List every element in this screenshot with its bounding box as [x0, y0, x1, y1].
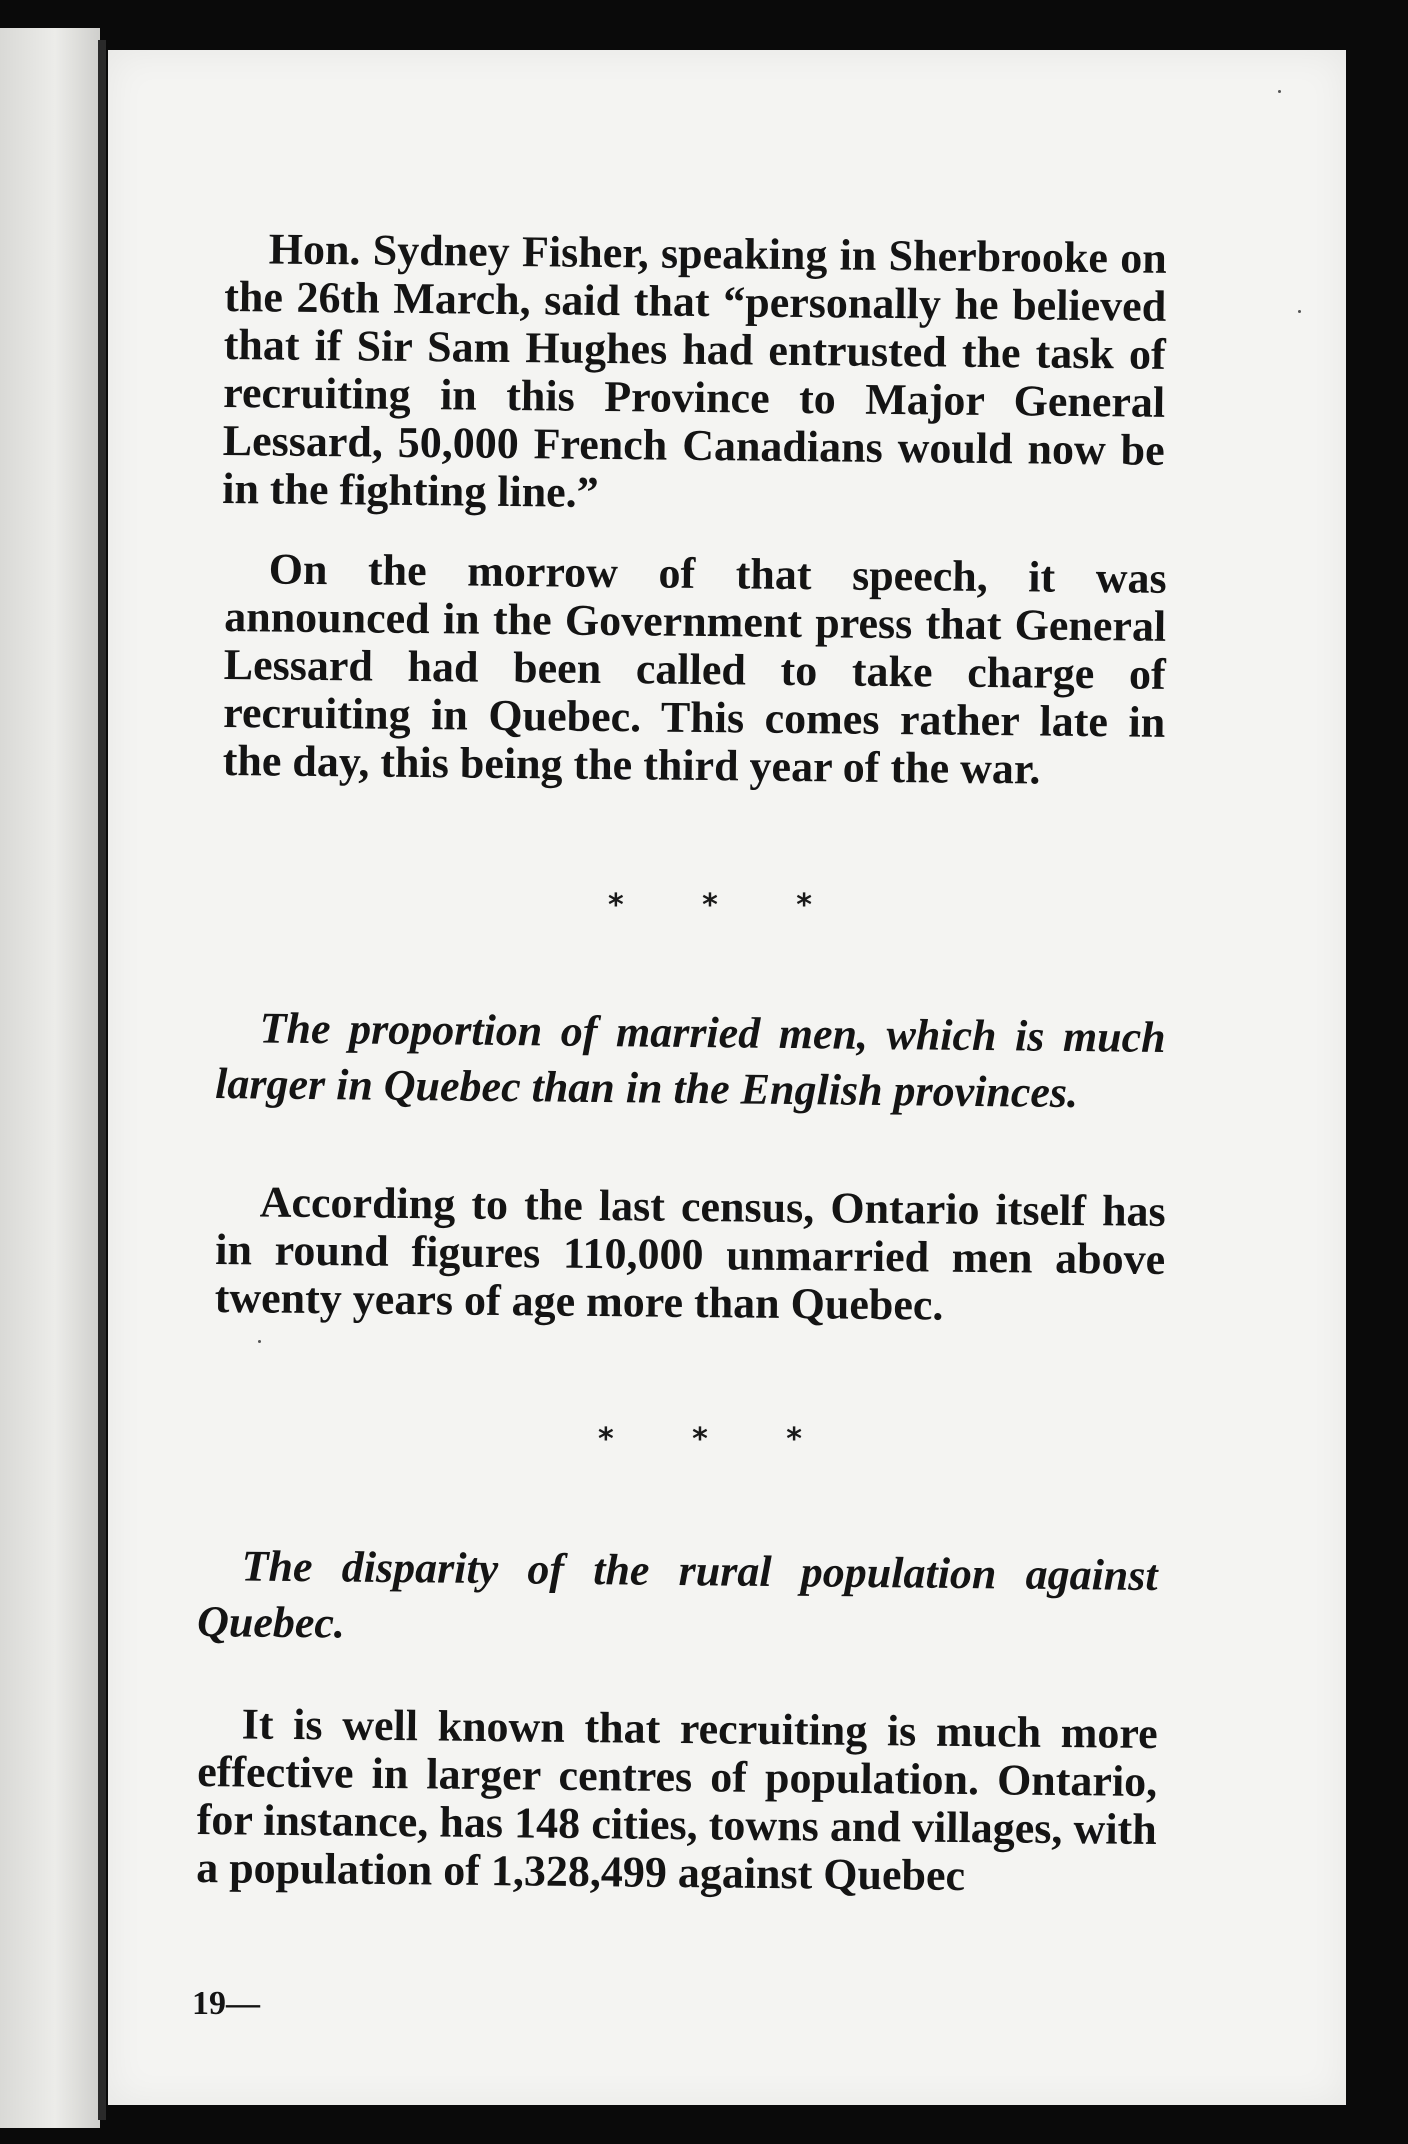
section-heading-rural-population: The disparity of the rural population against Quebec. [196, 1541, 1158, 1648]
paragraph-lessard-appointment: On the morrow of that speech, it was announced in the Government press that General Lessard had been called to take charge of recruiting in Quebec. This comes rather late in the day, this being the third year of the war. [222, 544, 1167, 794]
section-separator-1: * * * [608, 888, 846, 923]
paragraph-census: According to the last census, Ontario itself has in round figures 110,000 unmarried men above twenty years of age more than Quebec. [214, 1177, 1166, 1330]
paper-speck [1278, 90, 1281, 93]
body-text-block-4 [196, 1700, 1158, 1902]
facing-page-edge [0, 28, 100, 2128]
paper-speck [258, 1340, 261, 1343]
book-page [108, 50, 1346, 2105]
paper-speck [1298, 310, 1301, 313]
body-text-block-1 [222, 225, 1167, 523]
body-text-block-3 [214, 1178, 1165, 1332]
book-gutter [98, 40, 106, 2120]
section-separator-2: * * * [598, 1422, 836, 1457]
page-number: 19— [192, 1985, 260, 2022]
section-heading-married-men: The proportion of married men, which is much larger in Quebec than in the English provinces. [214, 1003, 1166, 1118]
paragraph-recruiting-centres: It is well known that recruiting is much more effective in larger centres of population. Ontario, for instance, has 148 cities, towns and villages, with a population of 1,328,499 against Quebec [195, 1699, 1158, 1901]
body-text-block-2 [222, 545, 1166, 795]
paragraph-fisher-speech: Hon. Sydney Fisher, speaking in Sherbrooke on the 26th March, said that “personally he believed that if Sir Sam Hughes had entrusted the task of recruiting in this Province to Major General Lessard, 50,000 French Canadians would now be in the fighting line.” [221, 224, 1167, 517]
